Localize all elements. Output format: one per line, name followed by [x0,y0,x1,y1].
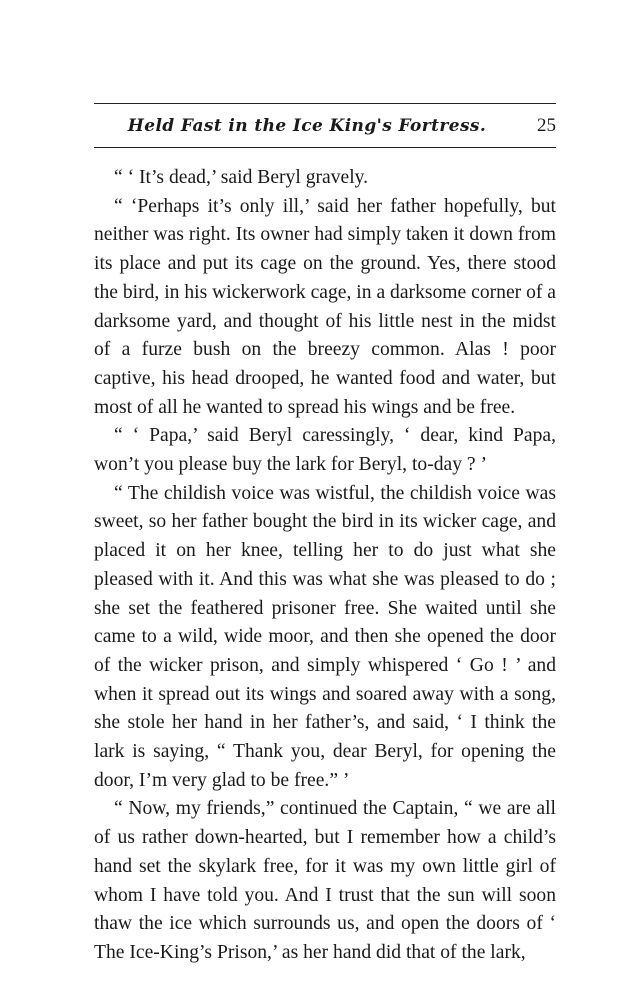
paragraph: “ ‘Perhaps it’s only ill,’ said her father hopefully, but neither was right. Its owner had simply taken it down from its place and put its cage on the ground. Yes, there stood the bird, in his wickerwork cage, in a darksome corner of a darksome yard, and thought of his little nest in the midst of a furze bush on the breezy common. Alas ! poor captive, his head drooped, he wanted food and water, but most of all he wanted to spread his wings and be free. [94,195,556,418]
running-title: Held Fast in the Ice King's Fortress. [127,116,487,136]
body-text [94,164,556,968]
paragraph: “ ‘ It’s dead,’ said Beryl gravely. [114,167,369,188]
header-bottom-rule [94,147,556,148]
header-top-rule [94,103,556,104]
paragraph: “ Now, my friends,” continued the Captain, “ we are all of us rather down-hearted, but I remember how a child’s hand set the skylark free, for it was my own little girl of whom I have told you. And I trust that the sun will soon thaw the ice which surrounds us, and open the doors of ‘ The Ice-King’s Prison,’ as her hand did that of the lark, [94,798,556,963]
running-header [94,112,556,140]
paragraph: “ ‘ Papa,’ said Beryl caressingly, ‘ dear, kind Papa, won’t you please buy the lark for Beryl, to-day ? ’ [94,425,556,476]
page-number: 25 [537,115,556,136]
paragraph: “ The childish voice was wistful, the childish voice was sweet, so her father bought the bird in its wicker cage, and placed it on her knee, telling her to do just what she pleased with it. And this was what she was pleased to do ; she set the feathered prisoner free. She waited until she came to a wild, wide moor, and then she opened the door of the wicker prison, and simply whispered ‘ Go ! ’ and when it spread out its wings and soared away with a song, she stole her hand in her father’s, and said, ‘ I think the lark is saying, “ Thank you, dear Beryl, for opening the door, I’m very glad to be free.” ’ [94,482,556,791]
